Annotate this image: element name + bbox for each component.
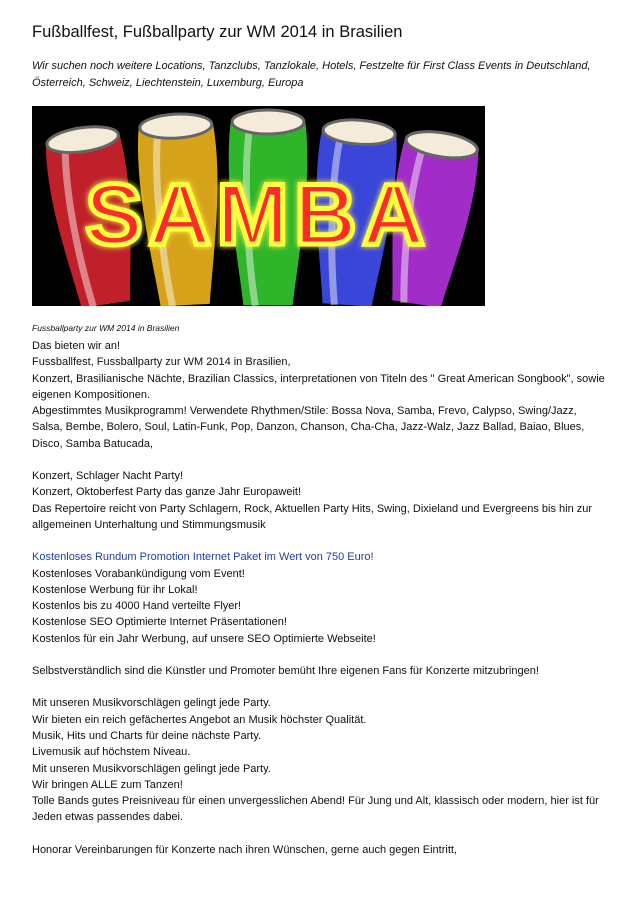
paragraph: Abgestimmtes Musikprogramm! Verwendete Rhythmen/Stile: Bossa Nova, Samba, Frevo, Calypso, Swing/Jazz, Salsa, Bembe, Bolero, Soul, Latin-Funk, Pop, Danzon, Chanson, Cha-Cha, Jazz-Walz, Jazz Ballad, Baiao, Blues, Disco, Samba Batucada,: [32, 405, 585, 450]
paragraph: Musik, Hits und Charts für deine nächste Party.: [32, 729, 262, 742]
paragraph: Mit unseren Musikvorschlägen gelingt jede Party.: [32, 762, 271, 775]
promo-block: [32, 549, 607, 647]
paragraph: Konzert, Oktoberfest Party das ganze Jahr Europaweit!: [32, 486, 302, 499]
offer-block: [32, 338, 607, 452]
paragraph: Livemusik auf höchstem Niveau.: [32, 746, 191, 759]
concert-block: [32, 468, 607, 533]
paragraph: Konzert, Schlager Nacht Party!: [32, 470, 184, 483]
paragraph: Konzert, Brasilianische Nächte, Brazilian Classics, interpretationen von Titeln des " Great American Songbook", sowie eigenen Kompositionen.: [32, 372, 605, 401]
paragraph: Kostenlose Werbung für ihr Lokal!: [32, 583, 198, 596]
music-block: [32, 695, 607, 825]
paragraph: Das Repertoire reicht von Party Schlagern, Rock, Aktuellen Party Hits, Swing, Dixieland und Evergreens bis hin zur allgemeinen Unterhaltung und Stimmungsmusik: [32, 502, 593, 531]
paragraph: Honorar Vereinbarungen für Konzerte nach ihren Wünschen, gerne auch gegen Eintritt,: [32, 843, 457, 856]
paragraph: Das bieten wir an!: [32, 340, 121, 352]
paragraph: Kostenlos bis zu 4000 Hand verteilte Flyer!: [32, 600, 242, 613]
page-title: Fußballfest, Fußballparty zur WM 2014 in Brasilien: [32, 23, 403, 41]
paragraph: Mit unseren Musikvorschlägen gelingt jede Party.: [32, 697, 271, 710]
samba-word: SAMBA: [85, 167, 431, 263]
samba-drums-image: [32, 106, 485, 306]
paragraph: Kostenloses Vorabankündigung vom Event!: [32, 567, 245, 580]
paragraph: Wir bieten ein reich gefächertes Angebot an Musik höchster Qualität.: [32, 713, 367, 726]
paragraph: Tolle Bands gutes Preisniveau für einen unvergesslichen Abend! Für Jung und Alt, klassisch oder modern, hier ist für Jeden etwas passendes dabei.: [32, 795, 599, 824]
paragraph: Kostenlos für ein Jahr Werbung, auf unsere SEO Optimierte Webseite!: [32, 632, 376, 645]
article-body: [32, 338, 607, 858]
paragraph: Kostenlose SEO Optimierte Internet Präsentationen!: [32, 616, 287, 629]
paragraph: Selbstverständlich sind die Künstler und Promoter bemüht Ihre eigenen Fans für Konzerte mitzubringen!: [32, 665, 539, 678]
subtitle: Wir suchen noch weitere Locations, Tanzclubs, Tanzlokale, Hotels, Festzelte für First Class Events in Deutschland, Österreich, Schweiz, Liechtenstein, Luxemburg, Europa: [32, 60, 591, 89]
samba-drums-illustration: [32, 106, 485, 306]
document-page: [32, 22, 607, 858]
promo-link[interactable]: Kostenloses Rundum Promotion Internet Paket im Wert von 750 Euro!: [32, 551, 374, 564]
paragraph: Fussballfest, Fussballparty zur WM 2014 in Brasilien,: [32, 356, 291, 369]
image-caption: Fussballparty zur WM 2014 in Brasilien: [32, 323, 180, 333]
paragraph: Wir bringen ALLE zum Tanzen!: [32, 778, 183, 791]
